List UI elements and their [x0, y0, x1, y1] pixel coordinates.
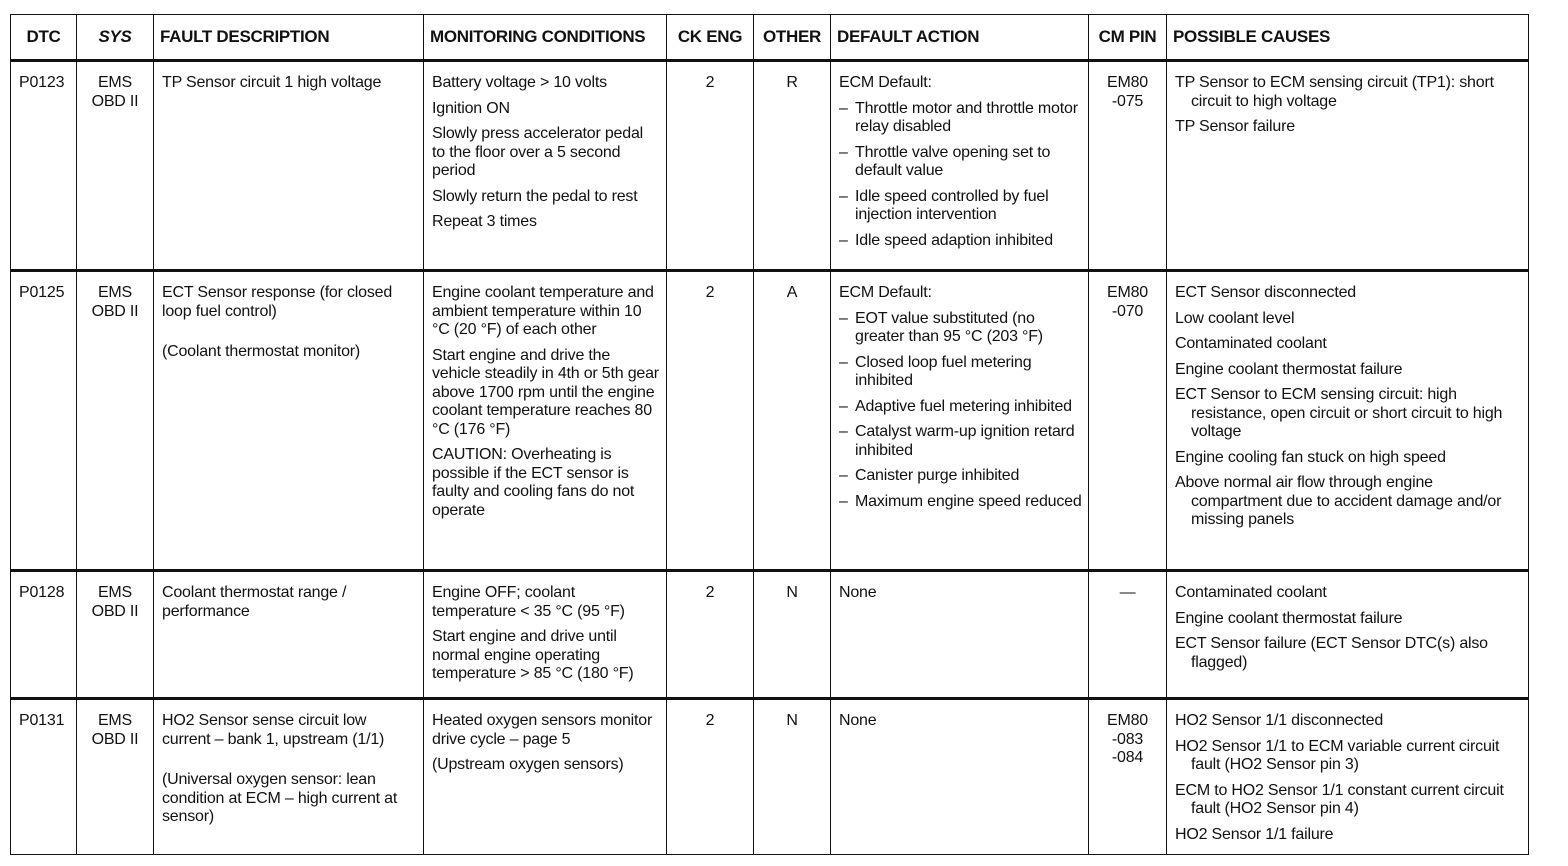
col-header-default-action: DEFAULT ACTION [831, 15, 1089, 61]
cause-item: Above normal air flow through engine compartment due to accident damage and/or missing panels [1175, 474, 1502, 528]
cause-item: ECM to HO2 Sensor 1/1 constant current circuit fault (HO2 Sensor pin 4) [1175, 781, 1504, 817]
table-row [11, 571, 1529, 699]
fault-text: TP Sensor circuit 1 high voltage [162, 74, 382, 91]
monitor-text: Ignition ON [432, 99, 510, 117]
fault-text: Coolant thermostat range / performance [162, 584, 347, 620]
default-action-item: – Idle speed adaption inhibited [839, 232, 1082, 251]
cause-item: TP Sensor failure [1175, 118, 1295, 135]
dtc-code: P0128 [11, 571, 77, 699]
cause-item: Engine coolant thermostat failure [1175, 360, 1403, 378]
cause-item: ECT Sensor failure (ECT Sensor DTC(s) also flagged) [1175, 635, 1488, 671]
monitor-text: Heated oxygen sensors monitor drive cycle – page 5 [432, 712, 653, 748]
sys-line: OBD II [91, 92, 139, 110]
cm-pin-cell [1089, 271, 1167, 571]
table-row [11, 271, 1529, 571]
default-action-list [839, 310, 1082, 512]
fault-text: (Universal oxygen sensor: lean condition at ECM – high current at sensor) [162, 771, 398, 825]
dtc-code: P0131 [11, 699, 77, 855]
possible-causes [1167, 61, 1529, 271]
monitoring-conditions [424, 271, 667, 571]
monitor-text: Start engine and drive until normal engine operating temperature > 85 °C (180 °F) [432, 628, 634, 682]
sys-line: EMS [97, 712, 133, 729]
col-header-monitoring-conditions: MONITORING CONDITIONS [424, 15, 667, 61]
header-row [11, 15, 1529, 61]
sys-line: EMS [97, 284, 133, 301]
cm-pin-line: -070 [1111, 302, 1144, 320]
sys-line: EMS [97, 584, 133, 601]
col-header-possible-causes: POSSIBLE CAUSES [1167, 15, 1529, 61]
sys-line: OBD II [91, 730, 139, 748]
default-action [831, 699, 1089, 855]
cm-pin-line: -084 [1111, 749, 1144, 766]
cause-item: Engine cooling fan stuck on high speed [1175, 448, 1446, 466]
monitor-text: Battery voltage > 10 volts [432, 74, 607, 91]
col-header-ck-eng: CK ENG [667, 15, 754, 61]
cause-item: ECT Sensor to ECM sensing circuit: high resistance, open circuit or short circuit to high voltage [1175, 386, 1503, 440]
fault-text: (Coolant thermostat monitor) [162, 343, 361, 360]
dtc-table [10, 14, 1529, 855]
fault-description [154, 271, 424, 571]
fault-description [154, 571, 424, 699]
cm-pin-line: EM80 [1107, 284, 1148, 301]
monitor-text: Slowly return the pedal to rest [432, 187, 638, 205]
cause-item: HO2 Sensor 1/1 disconnected [1175, 712, 1384, 729]
cm-pin-line: -083 [1111, 730, 1144, 748]
col-header-cm-pin: CM PIN [1089, 15, 1167, 61]
monitor-text: (Upstream oxygen sensors) [432, 756, 624, 773]
col-header-dtc: DTC [11, 15, 77, 61]
cause-item: HO2 Sensor 1/1 to ECM variable current circuit fault (HO2 Sensor pin 3) [1175, 737, 1500, 773]
table-row [11, 699, 1529, 855]
dtc-code: P0123 [11, 61, 77, 271]
sys-cell [77, 271, 154, 571]
cause-item: ECT Sensor disconnected [1175, 284, 1356, 301]
dtc-code: P0125 [11, 271, 77, 571]
default-title: None [839, 584, 877, 601]
default-action-item: – Closed loop fuel metering inhibited [839, 354, 1082, 391]
default-action-item: – Throttle motor and throttle motor relay disabled [839, 100, 1082, 137]
cause-item: HO2 Sensor 1/1 failure [1175, 825, 1334, 843]
cm-pin-cell [1089, 571, 1167, 699]
cause-item: Low coolant level [1175, 309, 1295, 327]
ck-eng-value: 2 [667, 271, 754, 571]
fault-description [154, 699, 424, 855]
default-action-item: – Adaptive fuel metering inhibited [839, 398, 1082, 417]
other-value: R [754, 61, 831, 271]
possible-causes [1167, 699, 1529, 855]
default-action-list [839, 100, 1082, 251]
cause-item: TP Sensor to ECM sensing circuit (TP1): short circuit to high voltage [1175, 74, 1494, 110]
sys-cell [77, 61, 154, 271]
fault-description [154, 61, 424, 271]
ck-eng-value: 2 [667, 571, 754, 699]
sys-cell [77, 699, 154, 855]
monitor-text: CAUTION: Overheating is possible if the ECT sensor is faulty and cooling fans do not operate [432, 446, 635, 519]
cm-pin-line: — [1119, 584, 1136, 601]
other-value: N [754, 699, 831, 855]
col-header-sys: SYS [77, 15, 154, 61]
cm-pin-line: -075 [1111, 92, 1144, 110]
cm-pin-line: EM80 [1107, 712, 1148, 729]
sys-line: OBD II [91, 602, 139, 620]
ck-eng-value: 2 [667, 61, 754, 271]
fault-text: ECT Sensor response (for closed loop fuel control) [162, 284, 393, 320]
default-action-item: – Throttle valve opening set to default value [839, 144, 1082, 181]
monitoring-conditions [424, 61, 667, 271]
default-action-item: – Idle speed controlled by fuel injection intervention [839, 188, 1082, 225]
possible-causes [1167, 271, 1529, 571]
cm-pin-cell [1089, 699, 1167, 855]
monitor-text: Engine coolant temperature and ambient temperature within 10 °C (20 °F) of each other [432, 284, 654, 338]
default-title: None [839, 712, 877, 729]
table-row [11, 61, 1529, 271]
monitoring-conditions [424, 699, 667, 855]
monitoring-conditions [424, 571, 667, 699]
cause-item: Engine coolant thermostat failure [1175, 609, 1403, 627]
default-title: ECM Default: [839, 74, 932, 91]
other-value: N [754, 571, 831, 699]
default-title: ECM Default: [839, 284, 932, 301]
cause-item: Contaminated coolant [1175, 335, 1327, 352]
ck-eng-value: 2 [667, 699, 754, 855]
monitor-text: Slowly press accelerator pedal to the floor over a 5 second period [432, 125, 643, 179]
col-header-other: OTHER [754, 15, 831, 61]
default-action [831, 61, 1089, 271]
col-header-fault-description: FAULT DESCRIPTION [154, 15, 424, 61]
default-action-item: – Canister purge inhibited [839, 467, 1082, 486]
cause-item: Contaminated coolant [1175, 584, 1327, 601]
possible-causes [1167, 571, 1529, 699]
fault-text: HO2 Sensor sense circuit low current – bank 1, upstream (1/1) [162, 712, 385, 748]
monitor-text: Engine OFF; coolant temperature < 35 °C (95 °F) [432, 584, 625, 620]
sys-line: EMS [97, 74, 133, 91]
default-action-item: – Maximum engine speed reduced [839, 493, 1082, 512]
other-value: A [754, 271, 831, 571]
sys-line: OBD II [91, 302, 139, 320]
sys-cell [77, 571, 154, 699]
default-action [831, 571, 1089, 699]
monitor-text: Start engine and drive the vehicle steadily in 4th or 5th gear above 1700 rpm until the engine coolant temperature reaches 80 °C (176 °F) [432, 346, 659, 438]
default-action [831, 271, 1089, 571]
cm-pin-cell [1089, 61, 1167, 271]
cm-pin-line: EM80 [1107, 74, 1148, 91]
default-action-item: – EOT value substituted (no greater than 95 °C (203 °F) [839, 310, 1082, 347]
monitor-text: Repeat 3 times [432, 213, 537, 230]
default-action-item: – Catalyst warm-up ignition retard inhibited [839, 423, 1082, 460]
